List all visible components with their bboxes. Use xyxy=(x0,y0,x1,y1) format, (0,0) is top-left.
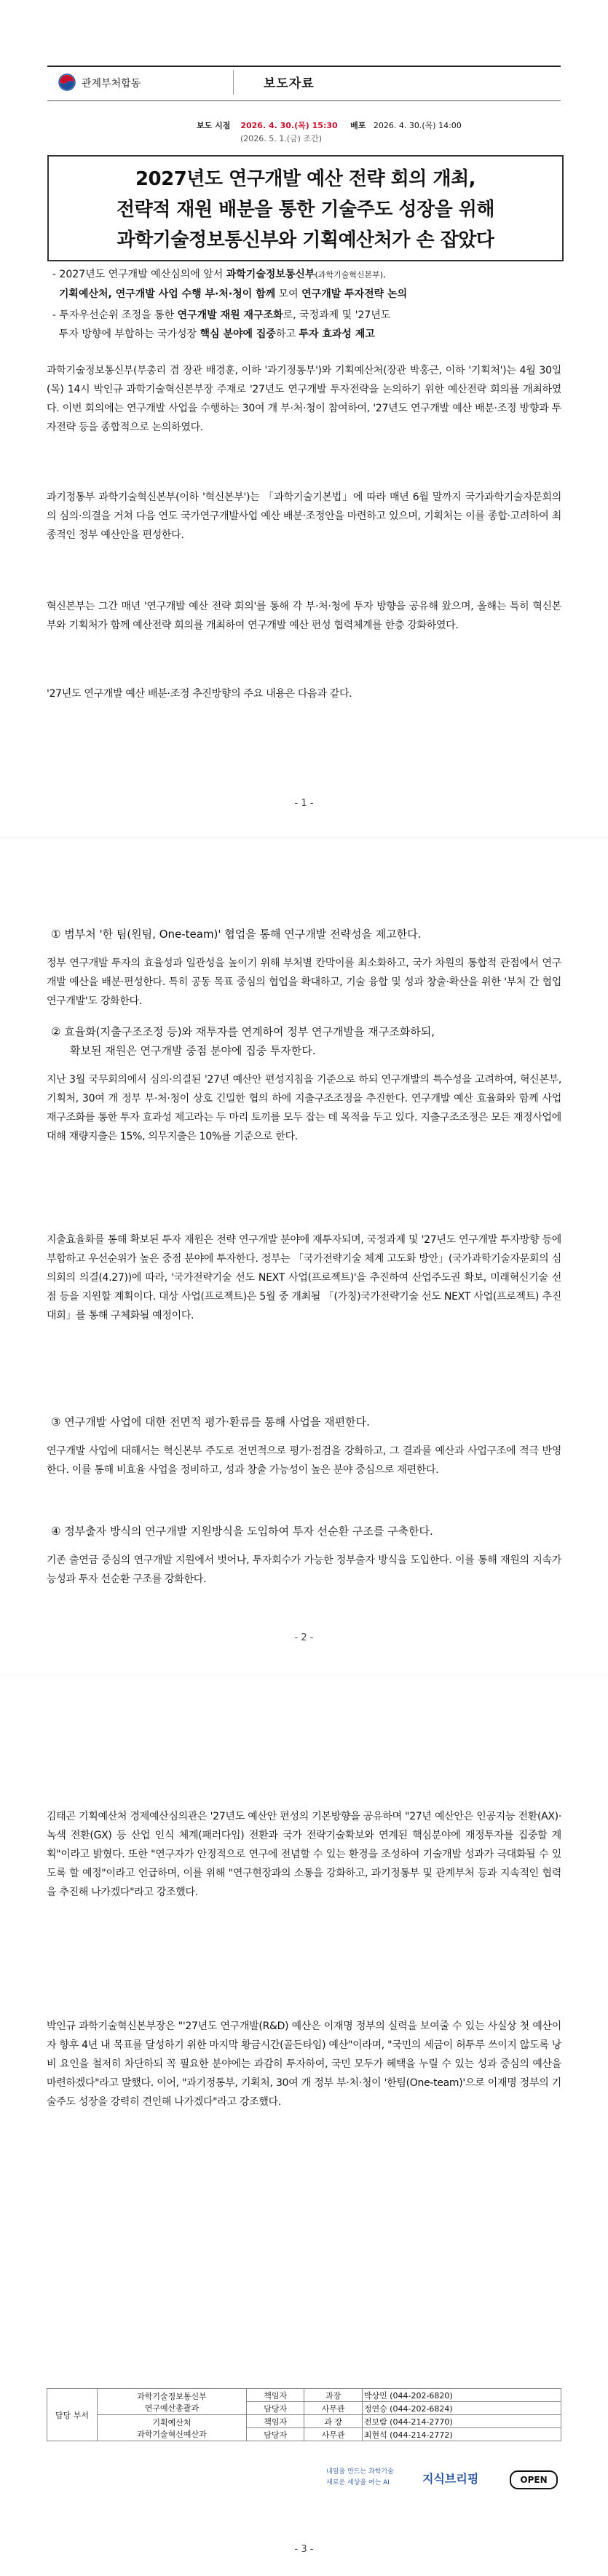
page-number-3: - 3 - xyxy=(294,2544,314,2555)
section-1-body: 정부 연구개발 투자의 효율성과 일관성을 높이기 위해 부처별 칸막이를 최소화하고, 국가 차원의 통합적 관점에서 연구개발 예산을 배분·편성한다. 특히 공동 목표 중심의 협업을 확대하고, 기술 융합 및 성과 창출·확산을 위한 '부처 간 협업 연구개발'도 강화한다. xyxy=(47,957,561,1007)
open-logo xyxy=(510,2470,558,2489)
summary-text: 연구개발 재원 재구조화 xyxy=(177,309,283,321)
contact-title: 사무관 xyxy=(304,2402,362,2415)
summary-bullet-1 xyxy=(52,265,562,304)
embargo-label: 보도 시점 xyxy=(197,121,231,130)
summary-text: 로, 국정과제 및 '27년도 xyxy=(283,309,391,321)
briefing-brand: 지식브리핑 xyxy=(422,2472,479,2486)
embargo-time: 2026. 4. 30.(목) 15:30 xyxy=(240,121,338,130)
summary-text: 투자 효과성 제고 xyxy=(299,328,375,340)
contact-dept: 연구예산총괄과 xyxy=(144,2403,200,2413)
contact-role: 담당자 xyxy=(247,2402,304,2415)
summary-text: 과학기술정보통신부 xyxy=(226,269,315,280)
ministry-name: 관계부처합동 xyxy=(82,78,141,90)
summary-text: (과학기술혁신본부), xyxy=(315,270,386,280)
headline-box xyxy=(47,155,564,261)
contact-dept: 기획예산처 xyxy=(152,2417,192,2427)
summary-text: 모여 xyxy=(275,288,302,300)
embargo-sub: (2026. 5. 1.(금) 조간) xyxy=(240,134,323,143)
headline-line-3: 과학기술정보통신부와 기획예산처가 손 잡았다 xyxy=(117,229,494,251)
open-text: OPEN xyxy=(520,2475,548,2485)
summary-text: - 2027년도 연구개발 예산심의에 앞서 xyxy=(52,269,226,280)
contact-dept-cell xyxy=(98,2415,247,2441)
closing-paragraph-2: 박인규 과학기술혁신본부장은 "'27년도 연구개발(R&D) 예산은 이재명 정부의 실력을 보여줄 수 있는 사실상 첫 예산이자 향후 4년 내 목표를 달성하기 위한 마지막 황금시간(골든타임) 예산"이라며, "국민의 세금이 허투루 쓰이지 않도록 낭비 요인을 철저히 차단하되 꼭 필요한 분야에는 과감히 투자하여, 국민 모두가 혜택을 누릴 수 있는 성과 중심의 예산을 마련하겠다"라고 말했다. 이어, "과기정통부, 기획처, 30여 개 정부 부·처·청이 '한팀(One-team)'으로 이재명 정부의 기술주도 성장을 강력히 견인해 나가겠다"라고 강조했다. xyxy=(47,2020,561,2108)
contact-table xyxy=(47,2388,561,2441)
section-3-body: 연구개발 사업에 대해서는 혁신본부 주도로 전면적으로 평가·점검을 강화하고, 그 결과를 예산과 사업구조에 적극 반영한다. 이를 통해 비효율 사업을 정비하고, 성과 창출 가능성이 높은 분야 중심으로 재편한다. xyxy=(47,1445,561,1476)
section-4-body: 기존 출연금 중심의 연구개발 지원에서 벗어나, 투자회수가 가능한 정부출자 방식을 도입한다. 이를 통해 재원의 지속가능성과 투자 선순환 구조를 강화한다. xyxy=(47,1554,561,1585)
government-emblem-icon xyxy=(58,74,76,91)
contact-title: 과장 xyxy=(304,2389,362,2402)
intro-paragraph-2: 과기정통부 과학기술혁신본부(이하 '혁신본부')는 「과학기술기본법」에 따라 매년 6월 말까지 국가과학기술자문회의의 심의·의결을 거쳐 다음 연도 국가연구개발사업 예산 배분·조정안을 마련하고 있으며, 기획처는 이를 종합·고려하여 최종적인 정부 예산안을 편성한다. xyxy=(47,491,561,541)
headline-line-1: 2027년도 연구개발 예산 전략 회의 개최, xyxy=(135,168,476,190)
contact-title: 사무관 xyxy=(304,2428,362,2441)
contact-role: 담당자 xyxy=(247,2428,304,2441)
header-divider xyxy=(233,70,234,95)
summary-text: 핵심 분야에 집중 xyxy=(200,328,276,340)
contact-role: 책임자 xyxy=(247,2389,304,2402)
dept-label-cell: 담당 부서 xyxy=(47,2389,98,2441)
contact-person: 정연승 (044-202-6824) xyxy=(362,2402,561,2415)
doc-type-title: 보도자료 xyxy=(264,76,315,91)
intro-paragraph-3: 혁신본부는 그간 매년 '연구개발 예산 전략 회의'를 통해 각 부·처·청에 투자 방향을 공유해 왔으며, 올해는 특히 혁신본부와 기획처가 함께 예산전략 회의를 개최하여 연구개발 예산 편성 협력체계를 한층 강화하였다. xyxy=(47,601,561,631)
summary-bullet-2 xyxy=(52,306,562,344)
briefing-logo xyxy=(422,2470,478,2494)
summary-text: 투자 방향에 부합하는 국가성장 xyxy=(58,328,200,340)
embargo-row xyxy=(197,119,462,131)
contact-person: 박상민 (044-202-6820) xyxy=(362,2389,561,2402)
contact-dept: 과학기술정보통신부 xyxy=(137,2391,207,2401)
page-separator xyxy=(0,837,608,838)
summary-text: - 투자우선순위 조정을 통한 xyxy=(52,309,178,321)
headline-line-2: 전략적 재원 배분을 통한 기술주도 성장을 위해 xyxy=(116,199,494,221)
contact-person: 전보람 (044-214-2770) xyxy=(362,2415,561,2428)
section-1-heading: ① 범부처 '한 팀(원팀, One-team)' 협업을 통해 연구개발 전략성을 제고한다. xyxy=(51,928,422,941)
intro-paragraph-1: 과학기술정보통신부(부총리 겸 장관 배경훈, 이하 '과기정통부')와 기획예산처(장관 박홍근, 이하 '기획처')는 4월 30일(목) 14시 박인규 과학기술혁신본부장 주재로 '27년도 연구개발 투자전략을 논의하기 위한 예산전략 회의를 개최하였다. 이번 회의에는 연구개발 사업을 수행하는 30여 개 부·처·청이 참여하여, '27년도 연구개발 예산 배분·조정 방향과 투자전략 등을 종합적으로 논의하였다. xyxy=(47,365,561,433)
closing-paragraph-1: 김태곤 기획예산처 경제예산심의관은 '27년도 예산안 편성의 기본방향을 공유하며 "27년 예산안은 인공지능 전환(AX)·녹색 전환(GX) 등 산업 인식 체계(패러다임) 전환과 국가 전략기술확보와 연계된 핵심분야에 재정투자를 집중할 계획"이라고 밝혔다. 또한 "연구자가 안정적으로 연구에 전념할 수 있는 환경을 조성하여 기술개발 성과가 극대화될 수 있도록 할 예정"이라고 언급하며, 이를 위해 "연구현장과의 소통을 강화하고, 과기정통부 및 관계부처 등과 지속적인 협력을 추진해 나가겠다"라고 강조했다. xyxy=(47,1811,561,1898)
section-2-heading-line-1: ② 효율화(지출구조조정 등)와 재투자를 연계하여 정부 연구개발을 재구조화하되, xyxy=(51,1025,435,1038)
section-4-heading: ④ 정부출자 방식의 연구개발 지원방식을 도입하여 투자 선순환 구조를 구축한다. xyxy=(51,1525,433,1538)
distribution-time: 2026. 4. 30.(목) 14:00 xyxy=(373,121,462,130)
section-2-paragraph-2: 지출효율화를 통해 확보된 투자 재원은 전략 연구개발 분야에 재투자되며, 국정과제 및 '27년도 연구개발 투자방향 등에 부합하고 우선순위가 높은 중점 분야에 투자한다. 정부는 「국가전략기술 체계 고도화 방안」(국가과학기술자문회의 심의회의 의결(4.27))에 따라, '국가전략기술 선도 NEXT 사업(프로젝트)'을 추진하여 산업주도권 확보, 미래혁신기술 선점 등을 지원할 계획이다. 대상 사업(프로젝트)은 5월 중 개최될 「(가칭)국가전략기술 선도 NEXT 사업(프로젝트) 추진대회」를 통해 구체화될 예정이다. xyxy=(47,1234,561,1321)
slogan-line-1: 내일을 만드는 과학기술 xyxy=(326,2468,394,2476)
contact-role: 책임자 xyxy=(247,2415,304,2428)
summary-text: 연구개발 투자전략 논의 xyxy=(301,288,408,300)
section-2-paragraph-1: 지난 3월 국무회의에서 심의·의결된 '27년 예산안 편성지침을 기준으로 하되 연구개발의 특수성을 고려하여, 혁신본부, 기획처, 30여 개 정부 부·처·청이 상호 긴밀한 협의 하에 지출구조조정을 추진한다. 연구개발 예산 효율화와 함께 사업 재구조화를 통한 투자 효과성 제고라는 두 마리 토끼를 모두 잡는 데 목적을 두고 있다. 지출구조조정은 모든 재정사업에 대해 재량지출은 15%, 의무지출은 10%를 기준으로 한다. xyxy=(47,1074,561,1142)
section-2-heading-line-2: 확보된 재원은 연구개발 중점 분야에 집중 투자한다. xyxy=(70,1044,316,1057)
summary-text: 하고 xyxy=(275,328,299,340)
page-number-2: - 2 - xyxy=(294,1632,314,1643)
slogan-line-2: 새로운 세상을 여는 AI xyxy=(326,2479,390,2486)
contact-title: 과 장 xyxy=(304,2415,362,2428)
page-number-1: - 1 - xyxy=(294,798,314,809)
contact-dept-cell xyxy=(98,2389,247,2415)
section-3-heading: ③ 연구개발 사업에 대한 전면적 평가·환류를 통해 사업을 재편한다. xyxy=(51,1415,370,1429)
contact-dept: 과학기술혁신예산과 xyxy=(137,2429,207,2439)
summary-text: 기획예산처, 연구개발 사업 수행 부·처·청이 함께 xyxy=(58,288,276,300)
distribution-label: 배포 xyxy=(350,121,366,130)
contact-person: 최현석 (044-214-2772) xyxy=(362,2428,561,2441)
intro-paragraph-4: '27년도 연구개발 예산 배분·조정 추진방향의 주요 내용은 다음과 같다. xyxy=(47,688,352,700)
slogan-logo xyxy=(326,2467,414,2492)
